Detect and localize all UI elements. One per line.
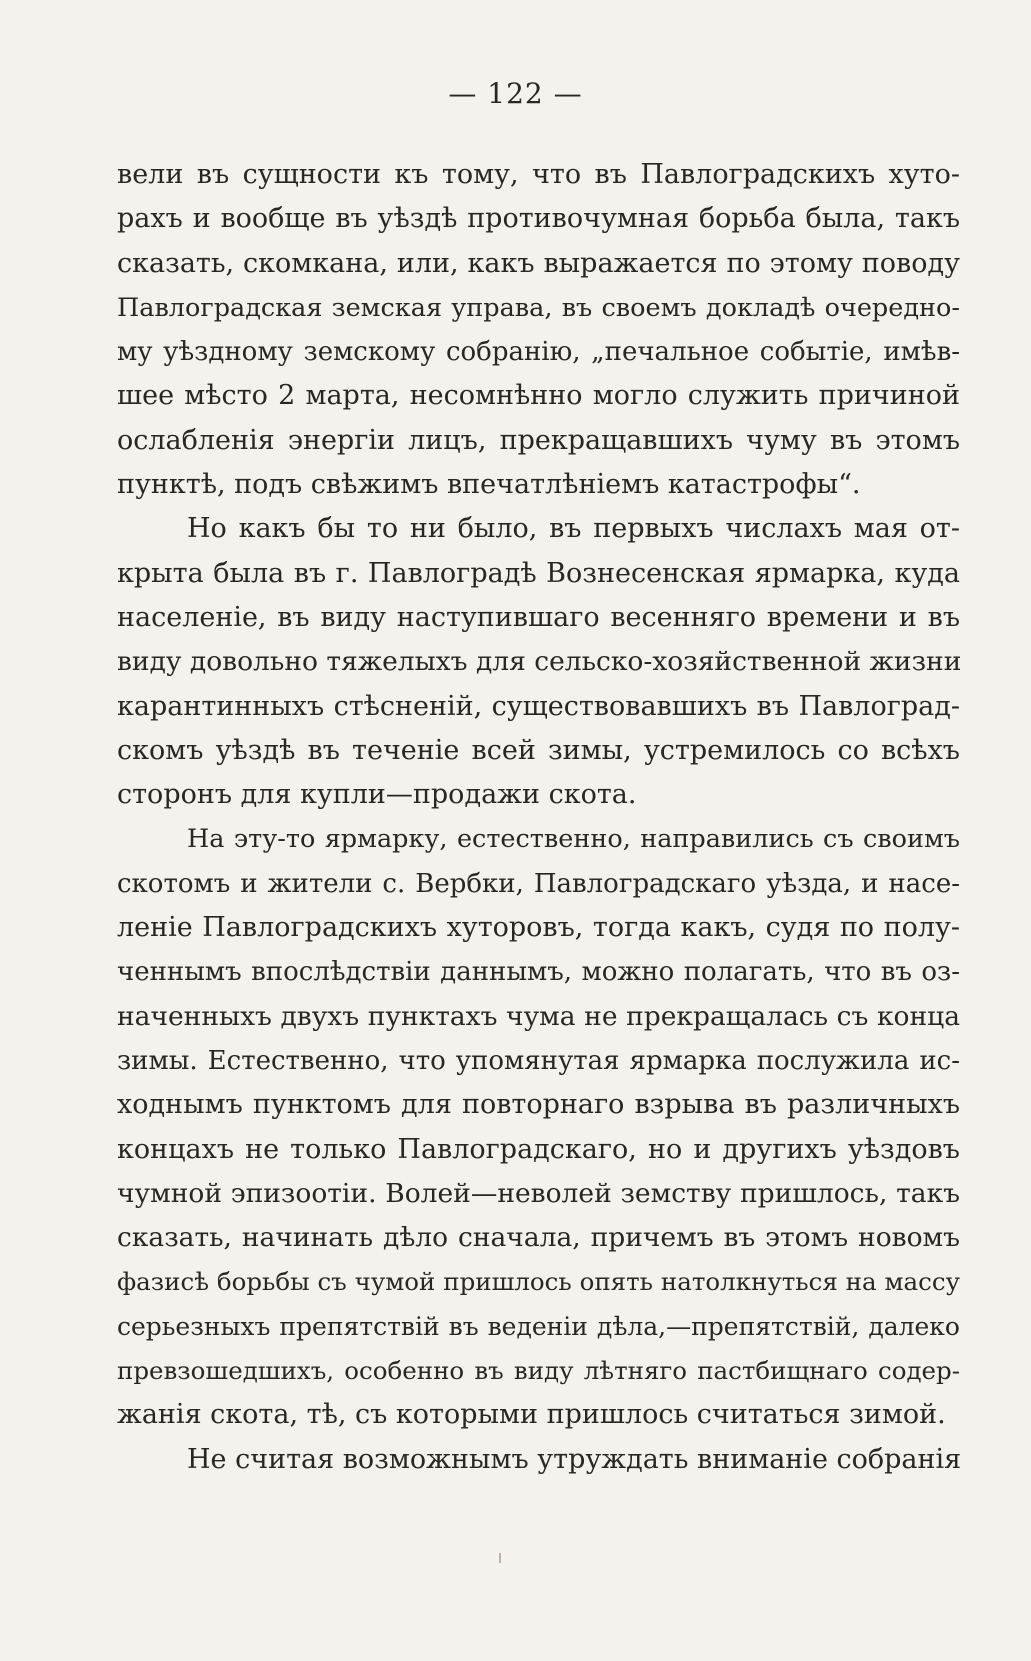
text-line: карантинныхъ стѣсненій, существовавшихъ въ Павлоград- (117, 690, 960, 722)
text-line: Но какъ бы то ни было, въ первыхъ числахъ мая от- (187, 513, 960, 545)
text-line: ченнымъ впослѣдствіи даннымъ, можно полагать, что въ оз- (117, 957, 960, 988)
text-line: ходнымъ пунктомъ для повторнаго взрыва въ различныхъ (117, 1089, 960, 1121)
paragraph (117, 817, 960, 1437)
text-line: скомъ уѣздѣ въ теченіе всей зимы, устремилось со всѣхъ (117, 734, 960, 766)
text-line: пунктѣ, подъ свѣжимъ впечатлѣніемъ катастрофы“. (117, 469, 861, 501)
text-line: рахъ и вообще въ уѣздѣ противочумная борьба была, такъ (117, 203, 960, 235)
text-line: превзошедшихъ, особенно въ виду лѣтняго пастбищнаго содер- (117, 1356, 960, 1386)
text-line: шее мѣсто 2 марта, несомнѣнно могло служить причиной (117, 380, 960, 412)
text-line: сказать, начинать дѣло сначала, причемъ въ этомъ новомъ (117, 1222, 960, 1254)
text-line: вели въ сущности къ тому, что въ Павлоградскихъ хуто- (117, 159, 960, 190)
text-line: На эту-то ярмарку, естественно, направились съ своимъ (187, 824, 960, 855)
text-line: Не считая возможнымъ утруждать вниманіе собранія (187, 1443, 962, 1475)
text-line: крыта была въ г. Павлоградѣ Вознесенская ярмарка, куда (117, 557, 960, 589)
text-line: зимы. Естественно, что упомянутая ярмарка послужила ис- (117, 1045, 960, 1076)
paper-speck (499, 1553, 501, 1563)
text-line: населеніе, въ виду наступившаго весенняго времени и въ (117, 601, 960, 633)
paragraph (117, 1438, 960, 1482)
text-line: концахъ не только Павлоградскаго, но и другихъ уѣздовъ (117, 1133, 960, 1165)
text-line: жанія скота, тѣ, съ которыми пришлось считаться зимой. (117, 1399, 946, 1431)
text-line: скотомъ и жители с. Вербки, Павлоградскаго уѣзда, и насе- (117, 868, 960, 899)
text-line: серьезныхъ препятствій въ веденіи дѣла,—препятствій, далеко (117, 1311, 960, 1341)
text-line: сторонъ для купли—продажи скота. (117, 779, 637, 811)
text-line: му уѣздному земскому собранію, „печальное событіе, имѣв- (117, 337, 960, 368)
text-line: виду довольно тяжелыхъ для сельско-хозяйственной жизни (117, 646, 962, 678)
text-line: наченныхъ двухъ пунктахъ чума не прекращалась съ конца (117, 1000, 960, 1032)
paragraph (117, 507, 960, 817)
text-line: сказать, скомкана, или, какъ выражается по этому поводу (117, 247, 960, 279)
text-line: ослабленія энергіи лицъ, прекращавшихъ чуму въ этомъ (117, 424, 960, 456)
text-line: Павлоградская земская управа, въ своемъ докладѣ очередно- (117, 292, 960, 323)
paragraph (117, 153, 960, 507)
text-line: леніе Павлоградскихъ хуторовъ, тогда какъ, судя по полу- (117, 912, 960, 944)
text-line: чумной эпизоотіи. Волей—неволей земству пришлось, такъ (117, 1177, 960, 1209)
text-line: фазисѣ борьбы съ чумой пришлось опять натолкнуться на массу (117, 1267, 960, 1297)
body-text (117, 153, 960, 1482)
page-number: — 122 — (448, 77, 583, 110)
